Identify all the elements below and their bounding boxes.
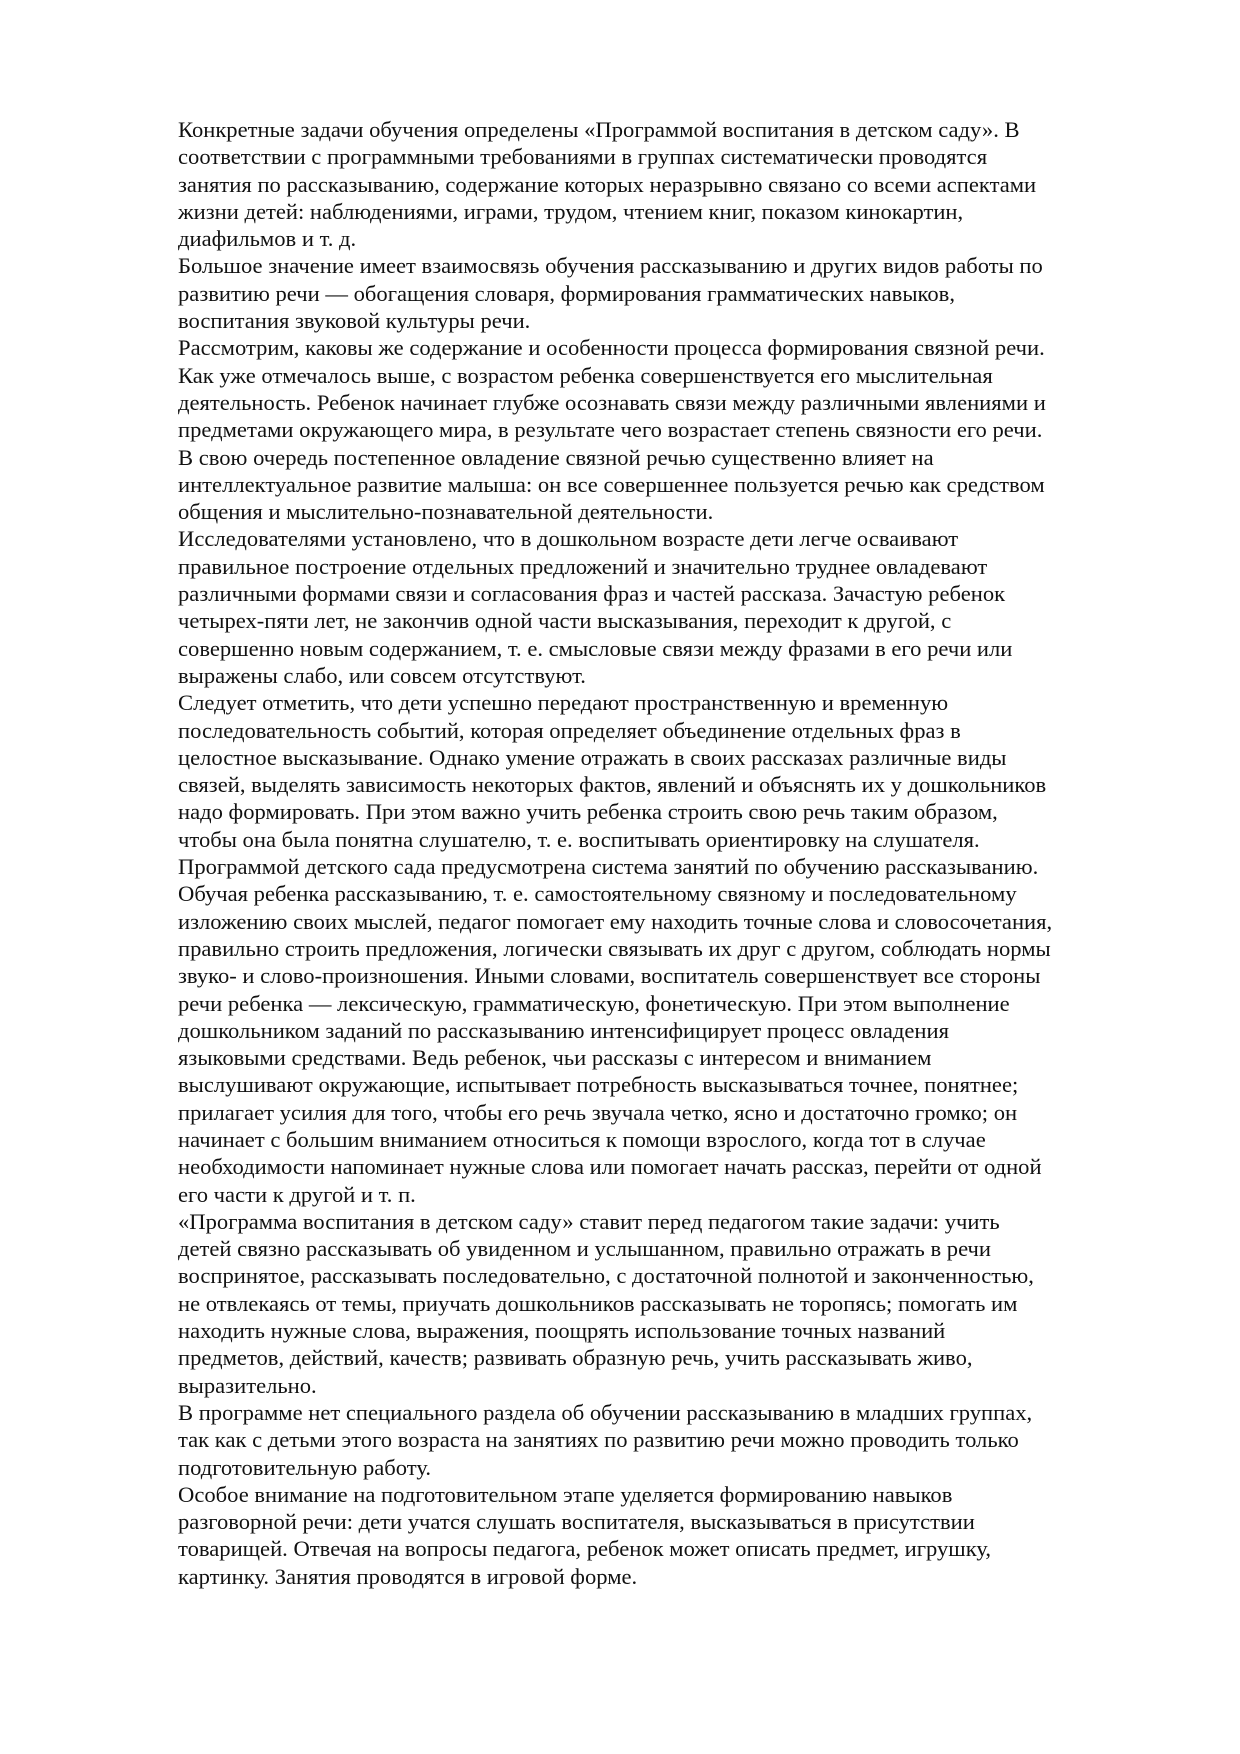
paragraph-4: Исследователями установлено, что в дошкольном возрасте дети легче осваивают правильное построение отдельных предложений и значительно труднее овладевают различными формами связи и согласования фраз и частей рассказа. Зачастую ребенок четырех-пяти лет, не закончив одной части высказывания, переходит к другой, с совершенно новым содержанием, т. е. смысловые связи между фразами в его речи или выражены слабо, или совсем отсутствуют. <box>178 526 1013 688</box>
paragraph-1: Конкретные задачи обучения определены «Программой воспитания в детском саду». В соответствии с программными требованиями в группах систематически проводятся занятия по рассказыванию, содержание которых неразрывно связано со всеми аспектами жизни детей: наблюдениями, играми, трудом, чтением книг, показом кинокартин, диафильмов и т. д. <box>178 117 1037 252</box>
paragraph-7: «Программа воспитания в детском саду» ставит перед педагогом такие задачи: учить детей связно рассказывать об увиденном и услышанном, правильно отражать в речи воспринятое, рассказывать последовательно, с достаточной полнотой и законченностью, не отвлекаясь от темы, приучать дошкольников рассказывать не торопясь; помогать им находить нужные слова, выражения, поощрять использование точных названий предметов, действий, качеств; развивать образную речь, учить рассказывать живо, выразительно. <box>178 1208 1034 1398</box>
document-body <box>178 116 1178 1590</box>
paragraph-6: Программой детского сада предусмотрена система занятий по обучению рассказыванию. Обучая ребенка рассказыванию, т. е. самостоятельному связному и последовательному изложению своих мыслей, педагог помогает ему находить точные слова и словосочетания, правильно строить предложения, логически связывать их друг с другом, соблюдать нормы звуко- и слово-произношения. Иными словами, воспитатель совершенствует все стороны речи ребенка — лексическую, грамматическую, фонетическую. При этом выполнение дошкольником заданий по рассказыванию интенсифицирует процесс овладения языковыми средствами. Ведь ребенок, чьи рассказы с интересом и вниманием выслушивают окружающие, испытывает потребность высказываться точнее, понятнее; прилагает усилия для того, чтобы его речь звучала четко, ясно и достаточно громко; он начинает с большим вниманием относиться к помощи взрослого, когда тот в случае необходимости напоминает нужные слова или помогает начать рассказ, перейти от одной его части к другой и т. п. <box>178 854 1053 1207</box>
paragraph-5: Следует отметить, что дети успешно передают пространственную и временную последовательность событий, которая определяет объединение отдельных фраз в целостное высказывание. Однако умение отражать в своих рассказах различные виды связей, выделять зависимость некоторых фактов, явлений и объяснять их у дошкольников надо формировать. При этом важно учить ребенка строить свою речь таким образом, чтобы она была понятна слушателю, т. е. воспитывать ориентировку на слушателя. <box>178 690 1047 852</box>
paragraph-2: Большое значение имеет взаимосвязь обучения рассказыванию и других видов работы по развитию речи — обогащения словаря, формирования грамматических навыков, воспитания звуковой культуры речи. <box>178 253 1043 334</box>
paragraph-9: Особое внимание на подготовительном этапе уделяется формированию навыков разговорной речи: дети учатся слушать воспитателя, высказываться в присутствии товарищей. Отвечая на вопросы педагога, ребенок может описать предмет, игрушку, картинку. Занятия проводятся в игровой форме. <box>178 1481 992 1589</box>
paragraph-8: В программе нет специального раздела об обучении рассказыванию в младших группах, так как с детьми этого возраста на занятиях по развитию речи можно проводить только подготовительную работу. <box>178 1399 1033 1480</box>
paragraph-3: Рассмотрим, каковы же содержание и особенности процесса формирования связной речи. Как уже отмечалось выше, с возрастом ребенка совершенствуется его мыслительная деятельность. Ребенок начинает глубже осознавать связи между различными явлениями и предметами окружающего мира, в результате чего возрастает степень связности его речи. В свою очередь постепенное овладение связной речью существенно влияет на интеллектуальное развитие малыша: он все совершеннее пользуется речью как средством общения и мыслительно-познавательной деятельности. <box>178 335 1046 525</box>
